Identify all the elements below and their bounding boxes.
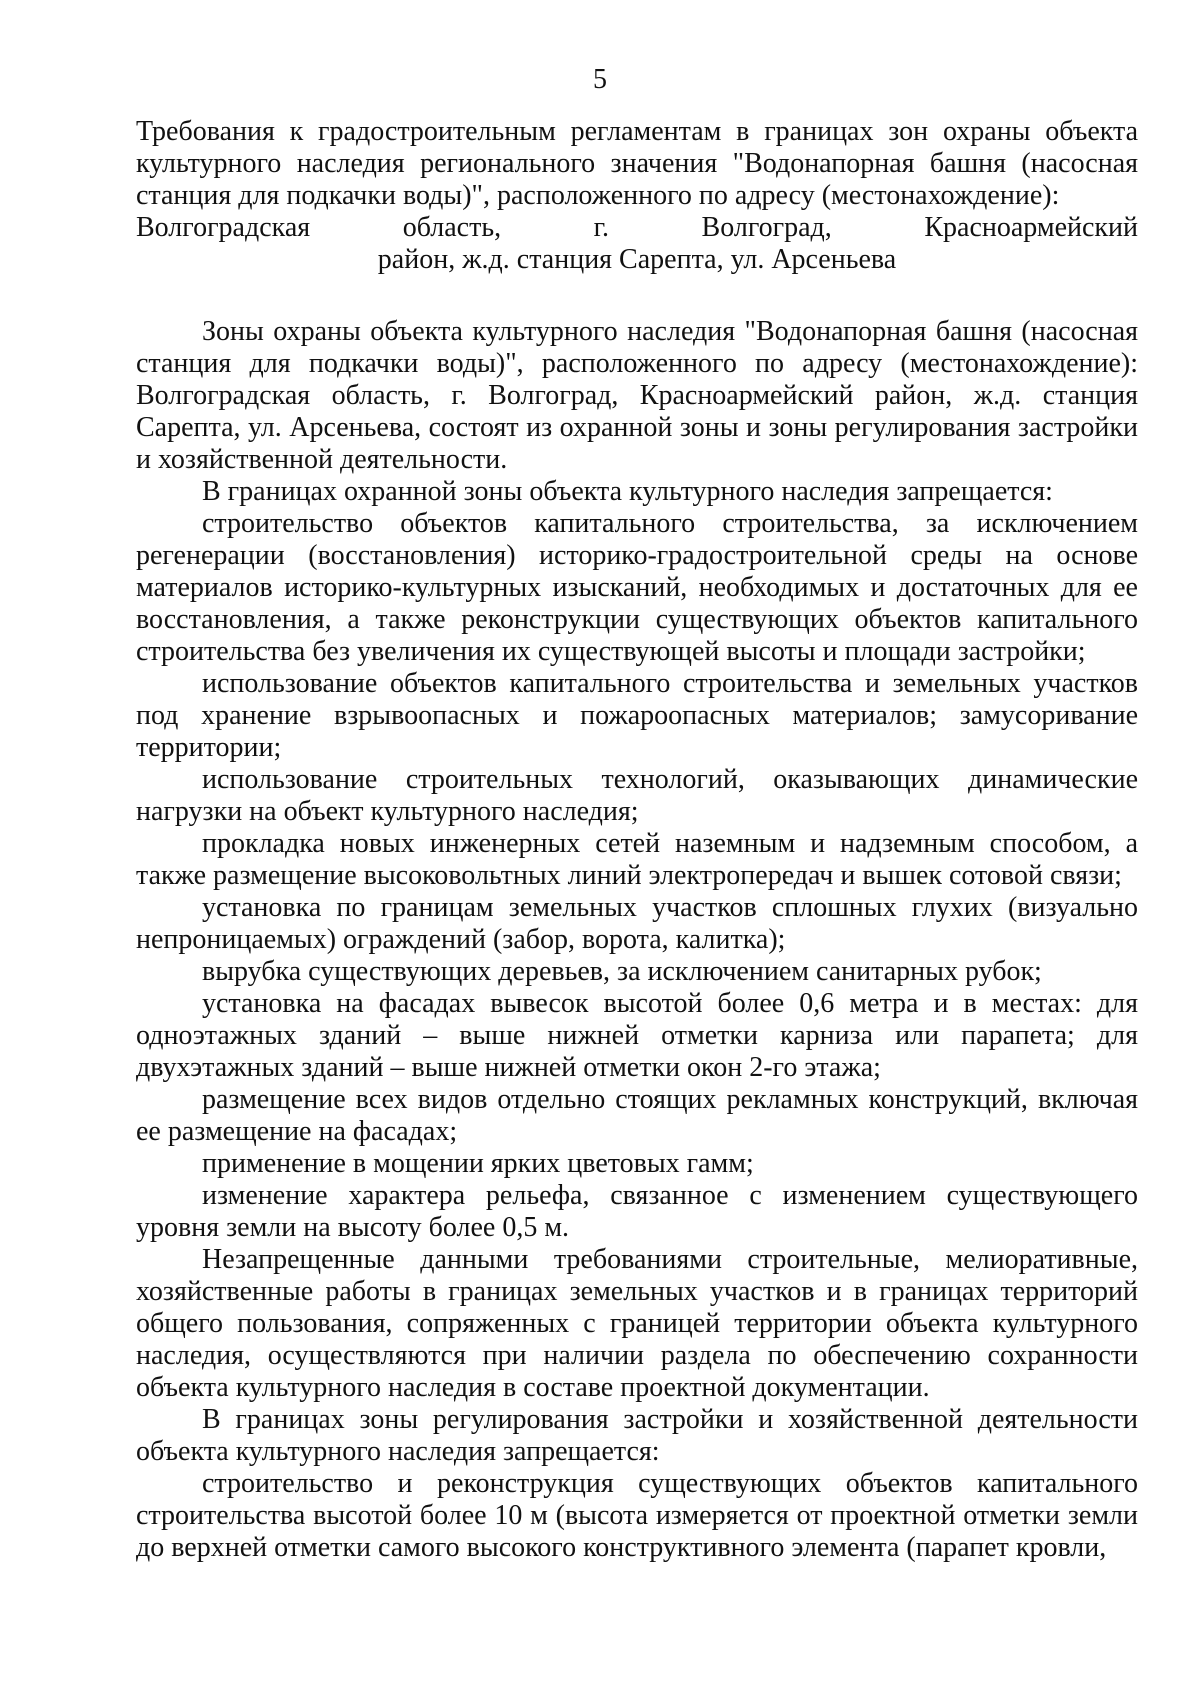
- paragraph: использование строительных технологий, оказывающих динамические нагрузки на объект культурного наследия;: [136, 764, 1138, 827]
- heading-line-3: район, ж.д. станция Сарепта, ул. Арсеньева: [377, 244, 897, 275]
- paragraph: установка по границам земельных участков сплошных глухих (визуально непроницаемых) ограждений (забор, ворота, калитка);: [136, 892, 1138, 955]
- heading-line-1: Требования к градостроительным регламентам в границах зон охраны объекта культурного наследия регионального значения "Водонапорная башня (насосная станция для подкачки воды)", расположенного по адресу (местонахождение):: [136, 116, 1138, 211]
- paragraph: изменение характера рельефа, связанное с изменением существующего уровня земли на высоту более 0,5 м.: [136, 1180, 1138, 1243]
- paragraph: строительство объектов капитального строительства, за исключением регенерации (восстановления) историко-градостроительной среды на основе материалов историко-культурных изысканий, необходимых и достаточных для ее восстановления, а также реконструкции существующих объектов капитального строительства без увеличения их существующей высоты и площади застройки;: [136, 508, 1138, 667]
- page-number: 5: [593, 64, 607, 95]
- paragraph: использование объектов капитального строительства и земельных участков под хранение взрывоопасных и пожароопасных материалов; замусоривание территории;: [136, 668, 1138, 763]
- paragraph: В границах зоны регулирования застройки и хозяйственной деятельности объекта культурного наследия запрещается:: [136, 1404, 1138, 1467]
- paragraph: Зоны охраны объекта культурного наследия "Водонапорная башня (насосная станция для подкачки воды)", расположенного по адресу (местонахождение): Волгоградская область, г. Волгоград, Красноармейский район, ж.д. станция Сарепта, ул. Арсеньева, состоят из охранной зоны и зоны регулирования застройки и хозяйственной деятельности.: [136, 316, 1138, 475]
- paragraph: применение в мощении ярких цветовых гамм;: [202, 1148, 754, 1179]
- heading-line-2: Волгоградская область, г. Волгоград, Красноармейский: [136, 212, 1138, 243]
- paragraph: вырубка существующих деревьев, за исключением санитарных рубок;: [202, 956, 1042, 987]
- document-heading: [136, 116, 1138, 276]
- paragraph: размещение всех видов отдельно стоящих рекламных конструкций, включая ее размещение на фасадах;: [136, 1084, 1138, 1147]
- paragraph: В границах охранной зоны объекта культурного наследия запрещается:: [202, 476, 1053, 507]
- paragraph: установка на фасадах вывесок высотой более 0,6 метра и в местах: для одноэтажных зданий – выше нижней отметки карниза или парапета; для двухэтажных зданий – выше нижней отметки окон 2-го этажа;: [136, 988, 1138, 1083]
- document-body: [136, 316, 1138, 1564]
- paragraph: строительство и реконструкция существующих объектов капитального строительства высотой более 10 м (высота измеряется от проектной отметки земли до верхней отметки самого высокого конструктивного элемента (парапет кровли,: [136, 1468, 1138, 1563]
- paragraph: Незапрещенные данными требованиями строительные, мелиоративные, хозяйственные работы в границах земельных участков и в границах территорий общего пользования, сопряженных с границей территории объекта культурного наследия, осуществляются при наличии раздела по обеспечению сохранности объекта культурного наследия в составе проектной документации.: [136, 1244, 1138, 1403]
- document-content: [136, 116, 1138, 1564]
- paragraph: прокладка новых инженерных сетей наземным и надземным способом, а также размещение высоковольтных линий электропередач и вышек сотовой связи;: [136, 828, 1138, 891]
